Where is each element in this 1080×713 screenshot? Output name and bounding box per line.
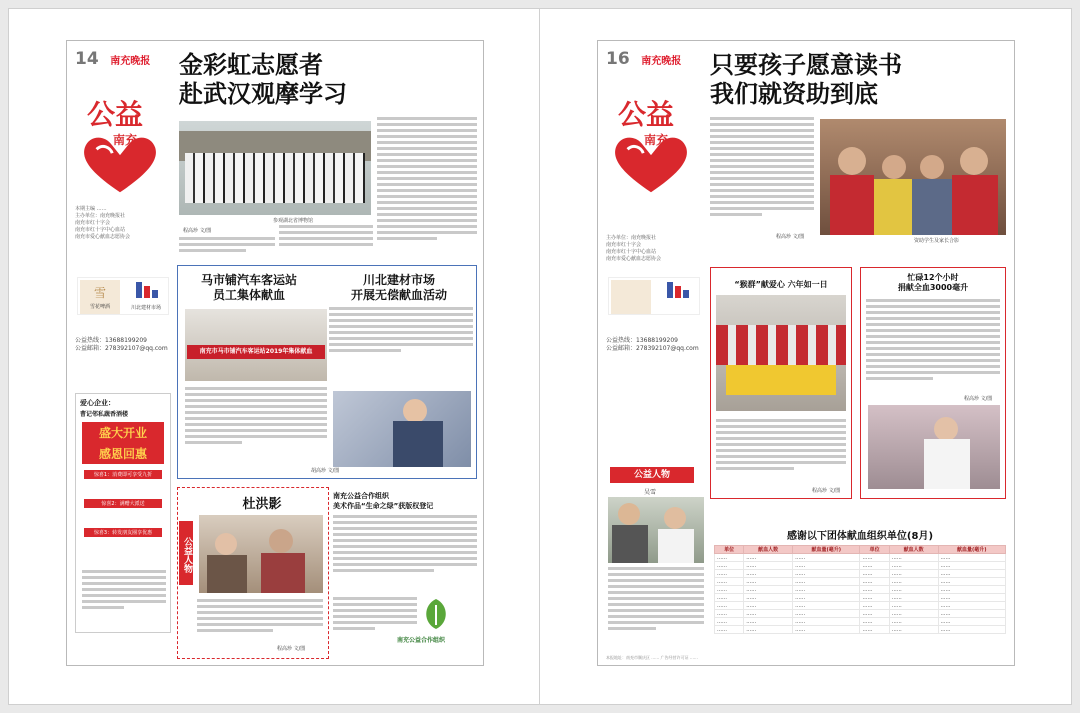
logo-title: 公益 [618, 98, 675, 131]
logo-sub: 南充 [113, 133, 138, 147]
title-line: 忙碌12个小时 [907, 273, 959, 282]
table-cell: …… [793, 626, 860, 634]
sponsor-logos [608, 277, 700, 315]
table-cell: …… [715, 578, 744, 586]
sponsor-name: 雪花啤酒 [89, 304, 110, 310]
sponsor-name: 川北建材市场 [130, 305, 161, 311]
sponsor-logos [77, 277, 169, 315]
table-row [715, 618, 1006, 626]
masthead-line: 南充市红十字中心血站 [606, 249, 657, 255]
masthead-line: 南充市爱心献血志愿协会 [75, 234, 131, 240]
table-cell: …… [938, 594, 1005, 602]
masthead-line: 南充市红十字会 [75, 220, 111, 226]
advertisement [75, 393, 171, 633]
masthead-line: 本期主编 …… [75, 206, 107, 212]
ad-bar: 惊喜2：满赠大派送 [84, 499, 162, 508]
page-14 [66, 40, 484, 666]
hotline: 公益热线：13688199209 [75, 337, 147, 344]
table-cell: …… [889, 570, 938, 578]
table-cell: …… [744, 618, 793, 626]
column-header: 献血量(毫升) [938, 546, 1005, 554]
ad-bar: 惊喜1：消费即可享受九折 [84, 470, 162, 479]
box-title-right [329, 273, 469, 303]
gongyi-logo [604, 91, 700, 201]
contact-info [75, 337, 168, 353]
leaf-logo-icon [421, 597, 451, 631]
ad-banner: 盛大开业 [82, 422, 164, 443]
title-line: 员工集体献血 [212, 288, 285, 302]
org-name: 南充公益合作组织 [397, 637, 446, 644]
ad-title: 爱心企业： [80, 399, 115, 407]
table-cell: …… [860, 578, 889, 586]
article-text [179, 237, 275, 259]
article-text [608, 567, 704, 661]
center-fold [539, 8, 540, 705]
box-title: “猴群”献爱心 六年如一日 [734, 280, 828, 289]
table-cell: …… [715, 554, 744, 562]
table-cell: …… [860, 562, 889, 570]
author: 程高珍 文/图 [183, 228, 212, 234]
table-cell: …… [860, 586, 889, 594]
table-cell: …… [793, 570, 860, 578]
table-cell: …… [938, 618, 1005, 626]
table-cell: …… [744, 594, 793, 602]
gongyi-logo [73, 91, 169, 201]
article-text [279, 225, 373, 257]
sponsor-logo-1 [611, 280, 651, 314]
sponsor-logo-2 [126, 280, 166, 314]
logo-sub: 南充 [644, 133, 669, 147]
sponsor-logo-text: 雪 [93, 286, 106, 300]
group-photo [179, 121, 371, 215]
table-cell: …… [938, 554, 1005, 562]
table-cell: …… [938, 626, 1005, 634]
headline-line-1: 只要孩子愿意读书 [710, 51, 902, 79]
table-row [715, 626, 1006, 634]
author: 胡高珍 文/图 [311, 468, 340, 474]
page-number: 14 [75, 49, 99, 69]
table-cell: …… [715, 610, 744, 618]
headline-line-1: 金彩虹志愿者 [179, 51, 323, 79]
donation-photo [333, 391, 471, 467]
bus-station-photo [185, 309, 327, 381]
sponsor-logo-1 [80, 280, 120, 314]
table-cell: …… [744, 578, 793, 586]
person-name: 杜洪影 [242, 497, 282, 512]
page-header [75, 49, 150, 69]
table-cell: …… [715, 594, 744, 602]
table-cell: …… [889, 562, 938, 570]
title-line: 马市铺汽车客运站 [200, 273, 297, 287]
author: 程高珍 文/图 [776, 234, 805, 240]
ad-banner: 感恩回惠 [82, 443, 164, 464]
table-cell: …… [715, 618, 744, 626]
masthead-info [75, 206, 171, 241]
headline-line-2: 我们就资助到底 [710, 80, 878, 108]
masthead-line: 南充市红十字中心血站 [75, 227, 126, 233]
table-cell: …… [889, 594, 938, 602]
article-text [329, 307, 473, 363]
thanks-title: 感谢以下团体献血组织单位(8月) [786, 531, 934, 542]
table-cell: …… [938, 586, 1005, 594]
author: 程高珍 文/图 [964, 396, 993, 402]
table-cell: …… [793, 602, 860, 610]
table-cell: …… [793, 586, 860, 594]
table-cell: …… [938, 578, 1005, 586]
table-cell: …… [744, 562, 793, 570]
page-16 [597, 40, 1015, 666]
table-cell: …… [715, 602, 744, 610]
table-cell: …… [860, 618, 889, 626]
ad-text [82, 570, 166, 626]
table-cell: …… [793, 562, 860, 570]
person-photo [199, 515, 323, 593]
author: 程高珍 文/图 [812, 488, 841, 494]
table-cell: …… [860, 554, 889, 562]
table-cell: …… [715, 570, 744, 578]
table-cell: …… [938, 610, 1005, 618]
table-row [715, 610, 1006, 618]
family-photo [820, 119, 1006, 235]
public-figure-tag: 公益人物 [610, 467, 694, 483]
brand-name: 南充晚报 [641, 56, 682, 67]
photo-caption: 资助学生及家长合影 [914, 238, 960, 244]
box-title-left [179, 273, 319, 303]
masthead-line: 主办单位：南充晚报社 [606, 235, 657, 241]
volunteers-photo [716, 295, 846, 411]
hotline: 公益热线：13688199209 [606, 337, 678, 344]
table-row [715, 554, 1006, 562]
donation-table [714, 545, 1006, 634]
table-cell: …… [938, 562, 1005, 570]
box-title [862, 273, 1004, 293]
article-text [866, 299, 1000, 399]
table-cell: …… [938, 602, 1005, 610]
table-cell: …… [793, 594, 860, 602]
table-cell: …… [889, 554, 938, 562]
table-cell: …… [860, 594, 889, 602]
masthead-line: 主办单位：南充晚报社 [75, 213, 126, 219]
page-footer: 本报地址：南充市顺庆区 …… 广告经营许可证 …… [606, 655, 698, 660]
headline [710, 51, 902, 109]
public-figure-tag: 公益人物 [179, 521, 193, 585]
email: 公益邮箱：278392107@qq.com [606, 345, 699, 352]
table-cell: …… [744, 626, 793, 634]
title-line: 南充公益合作组织 [333, 492, 389, 500]
table-header-row [715, 546, 1006, 554]
right-col-title [333, 491, 477, 511]
table-cell: …… [938, 570, 1005, 578]
table-cell: …… [860, 602, 889, 610]
article-text [185, 387, 327, 471]
table-cell: …… [744, 586, 793, 594]
table-cell: …… [889, 578, 938, 586]
table-cell: …… [889, 618, 938, 626]
author: 程高珍 文/图 [277, 646, 306, 652]
table-row [715, 578, 1006, 586]
masthead-line: 南充市红十字会 [606, 242, 642, 248]
title-line: 开展无偿献血活动 [350, 288, 447, 302]
table-row [715, 594, 1006, 602]
column-header: 献血人数 [744, 546, 793, 554]
headline [179, 51, 347, 109]
person-name: 吴雪 [644, 489, 657, 496]
table-row [715, 570, 1006, 578]
building-icon [657, 280, 697, 300]
ad-bar: 惊喜3：转发朋友圈享优惠 [84, 528, 162, 537]
table-cell: …… [744, 554, 793, 562]
title-line: 川北建材市场 [362, 273, 435, 287]
brand-name: 南充晚报 [110, 56, 151, 67]
table-cell: …… [889, 610, 938, 618]
donor-photo [868, 405, 1000, 489]
table-cell: …… [744, 602, 793, 610]
table-cell: …… [744, 610, 793, 618]
table-cell: …… [860, 626, 889, 634]
masthead-line: 南充市爱心献血志愿协会 [606, 256, 662, 262]
article-text [197, 599, 323, 643]
table-row [715, 562, 1006, 570]
table-cell: …… [793, 610, 860, 618]
table-cell: …… [715, 626, 744, 634]
table-cell: …… [715, 562, 744, 570]
ad-subtitle: 曹记邻私蔬香酒楼 [80, 411, 129, 418]
photo-banner: 南充市马市铺汽车客运站2019年集体献血 [187, 345, 325, 359]
photo-caption: 参观湖北省博物馆 [273, 218, 314, 224]
article-text [333, 515, 477, 595]
table-cell: …… [793, 554, 860, 562]
page-number: 16 [606, 49, 630, 69]
title-line: 美术作品“生命之绿”获版权登记 [333, 502, 434, 510]
table-cell: …… [860, 610, 889, 618]
sponsor-logo-2 [657, 280, 697, 314]
table-cell: …… [860, 570, 889, 578]
table-cell: …… [889, 602, 938, 610]
table-cell: …… [793, 618, 860, 626]
masthead-info [606, 235, 702, 263]
email: 公益邮箱：278392107@qq.com [75, 345, 168, 352]
page-header [606, 49, 681, 69]
logo-title: 公益 [87, 98, 144, 131]
article-text [710, 117, 814, 227]
title-line: 捐献全血3000毫升 [897, 283, 969, 292]
headline-line-2: 赴武汉观摩学习 [179, 80, 347, 108]
column-header: 献血人数 [889, 546, 938, 554]
contact-info [606, 337, 699, 353]
table-cell: …… [744, 570, 793, 578]
person-photo [608, 497, 704, 563]
article-text [716, 419, 846, 481]
article-text [377, 117, 477, 257]
building-icon [126, 280, 166, 300]
column-header: 单位 [715, 546, 744, 554]
table-row [715, 602, 1006, 610]
table-cell: …… [889, 586, 938, 594]
table-cell: …… [715, 586, 744, 594]
table-cell: …… [889, 626, 938, 634]
table-row [715, 586, 1006, 594]
table-cell: …… [793, 578, 860, 586]
column-header: 单位 [860, 546, 889, 554]
column-header: 献血量(毫升) [793, 546, 860, 554]
